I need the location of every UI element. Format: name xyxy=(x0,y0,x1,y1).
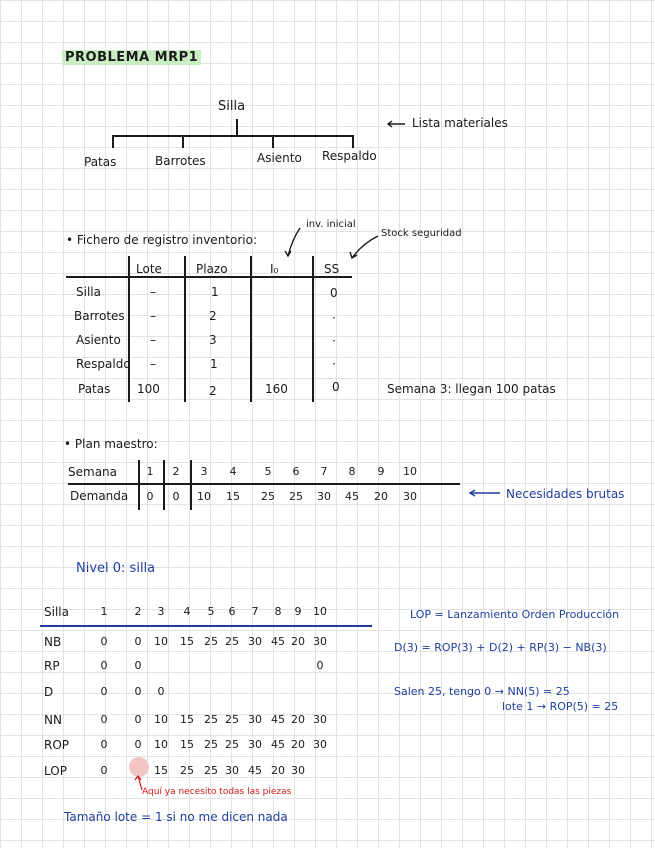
level0-week: 5 xyxy=(207,605,215,618)
table-cell: 100 xyxy=(137,382,160,396)
level0-cell: 30 xyxy=(313,738,327,751)
level0-cell: 20 xyxy=(291,713,305,726)
table-cell: 0 xyxy=(332,380,340,394)
lop-definition: LOP = Lanzamiento Orden Producción xyxy=(410,608,620,621)
level0-cell: 0 xyxy=(134,659,142,672)
level0-week: 9 xyxy=(294,605,302,618)
bom-child: Barrotes xyxy=(155,154,206,168)
bom-root: Silla xyxy=(218,99,246,114)
level0-cell: 30 xyxy=(291,764,305,777)
master-plan-heading: • Plan maestro: xyxy=(64,437,158,451)
table-cell: 2 xyxy=(209,384,217,398)
level0-row-label: LOP xyxy=(44,764,67,778)
level0-cell: 20 xyxy=(271,764,285,777)
plan-demand: 45 xyxy=(345,490,359,503)
level0-cell: 0 xyxy=(100,764,108,777)
plan-demand: 0 xyxy=(146,490,154,503)
table-cell: – xyxy=(150,285,156,299)
inventory-heading: • Fichero de registro inventorio: xyxy=(66,233,257,247)
level0-week: 8 xyxy=(274,605,282,618)
level0-week: 2 xyxy=(134,605,142,618)
level0-week: 1 xyxy=(100,605,108,618)
level0-cell: 20 xyxy=(291,738,305,751)
table-cell: 1 xyxy=(211,285,219,299)
level0-cell: 45 xyxy=(271,738,285,751)
bom-note: Lista materiales xyxy=(412,116,508,130)
plan-demand: 20 xyxy=(374,490,388,503)
annotation-safety-stock: Stock seguridad xyxy=(381,228,462,239)
level0-cell: 15 xyxy=(180,713,194,726)
level0-corner: Silla xyxy=(44,605,69,619)
inventory-note: Semana 3: llegan 100 patas xyxy=(387,382,556,396)
inv-header: I₀ xyxy=(270,262,279,276)
level0-cell: 25 xyxy=(204,738,218,751)
plan-demand: 30 xyxy=(403,490,417,503)
plan-demand: 10 xyxy=(197,490,211,503)
table-row-label: Asiento xyxy=(76,333,121,347)
plan-row-label: Semana xyxy=(68,465,118,479)
table-cell: 160 xyxy=(265,382,288,396)
level0-cell: 25 xyxy=(180,764,194,777)
plan-demand: 15 xyxy=(226,490,240,503)
level0-row-label: D xyxy=(44,685,54,699)
level0-cell: 0 xyxy=(100,738,108,751)
annotation-initial-inventory: inv. inicial xyxy=(306,219,356,230)
table-row-label: Patas xyxy=(78,382,111,396)
level0-cell: 0 xyxy=(134,635,142,648)
plan-week: 2 xyxy=(172,465,180,478)
level0-cell: 25 xyxy=(204,635,218,648)
plan-week: 5 xyxy=(264,465,272,478)
level0-cell: 45 xyxy=(248,764,262,777)
sale-note: Salen 25, tengo 0 → NN(5) = 25 xyxy=(394,685,570,698)
plan-row-label: Demanda xyxy=(70,489,129,503)
page-title: PROBLEMA MRP1 xyxy=(62,50,201,65)
level0-cell: 15 xyxy=(180,635,194,648)
inv-header: SS xyxy=(324,262,340,276)
plan-demand: 25 xyxy=(261,490,275,503)
level0-cell: 25 xyxy=(225,738,239,751)
level0-cell: 30 xyxy=(313,635,327,648)
arrow-stock xyxy=(352,236,378,258)
level0-week: 4 xyxy=(183,605,191,618)
level0-cell: 30 xyxy=(313,713,327,726)
red-annotation: Aquí ya necesito todas las piezas xyxy=(142,787,292,797)
level0-cell: 25 xyxy=(225,635,239,648)
inv-header: Lote xyxy=(136,262,162,276)
level0-week: 6 xyxy=(228,605,236,618)
level0-cell: 45 xyxy=(271,635,285,648)
bom-child: Respaldo xyxy=(322,149,377,163)
plan-demand: 30 xyxy=(317,490,331,503)
table-cell: – xyxy=(150,309,156,323)
bom-child: Patas xyxy=(84,155,117,169)
plan-demand: 0 xyxy=(172,490,180,503)
level0-cell: 0 xyxy=(134,685,142,698)
table-cell: – xyxy=(150,357,156,371)
level0-cell: 0 xyxy=(100,659,108,672)
table-cell: · xyxy=(332,357,336,371)
level0-week: 7 xyxy=(251,605,259,618)
level0-cell: 30 xyxy=(225,764,239,777)
level0-cell: 25 xyxy=(204,713,218,726)
table-cell: · xyxy=(332,334,336,348)
level0-cell: 10 xyxy=(154,738,168,751)
level0-cell: 0 xyxy=(100,685,108,698)
level0-cell: 25 xyxy=(204,764,218,777)
table-row-label: Silla xyxy=(76,285,101,299)
level0-row-label: ROP xyxy=(44,738,70,752)
table-cell: 3 xyxy=(209,333,217,347)
formula: D(3) = ROP(3) + D(2) + RP(3) − NB(3) xyxy=(394,641,607,654)
table-cell: – xyxy=(150,333,156,347)
level0-cell: 30 xyxy=(248,635,262,648)
plan-week: 7 xyxy=(320,465,328,478)
level0-cell: 0 xyxy=(134,713,142,726)
plan-week: 3 xyxy=(200,465,208,478)
plan-week: 8 xyxy=(348,465,356,478)
level0-week: 10 xyxy=(313,605,327,618)
level0-cell: 0 xyxy=(157,685,165,698)
level0-cell: 10 xyxy=(154,635,168,648)
table-cell: · xyxy=(332,311,336,325)
level0-week: 3 xyxy=(157,605,165,618)
level0-cell: 30 xyxy=(248,713,262,726)
level0-cell: 45 xyxy=(271,713,285,726)
table-row-label: Barrotes xyxy=(74,309,125,323)
level0-cell: 15 xyxy=(154,764,168,777)
level0-cell: 0 xyxy=(100,635,108,648)
level0-row-label: RP xyxy=(44,659,60,673)
lot-size-note: Tamaño lote = 1 si no me dicen nada xyxy=(64,810,288,824)
table-cell: 2 xyxy=(209,309,217,323)
plan-note: Necesidades brutas xyxy=(506,487,625,501)
level0-cell: 30 xyxy=(248,738,262,751)
bom-child: Asiento xyxy=(257,151,302,165)
level0-cell: 0 xyxy=(134,738,142,751)
plan-week: 9 xyxy=(377,465,385,478)
sale-note-2: lote 1 → ROP(5) = 25 xyxy=(502,700,619,713)
level0-heading: Nivel 0: silla xyxy=(76,561,156,576)
level0-cell: 20 xyxy=(291,635,305,648)
level0-cell: 15 xyxy=(180,738,194,751)
plan-week: 1 xyxy=(146,465,154,478)
table-cell: 1 xyxy=(210,357,218,371)
level0-cell: 0 xyxy=(100,713,108,726)
level0-row-label: NB xyxy=(44,635,62,649)
plan-week: 10 xyxy=(403,465,417,478)
inv-header: Plazo xyxy=(196,262,228,276)
table-row-label: Respaldo xyxy=(76,357,131,371)
level0-row-label: NN xyxy=(44,713,62,727)
plan-demand: 25 xyxy=(289,490,303,503)
level0-cell: 25 xyxy=(225,713,239,726)
plan-week: 6 xyxy=(292,465,300,478)
level0-cell: 0 xyxy=(316,659,324,672)
table-cell: 0 xyxy=(330,286,338,300)
level0-cell: 10 xyxy=(154,713,168,726)
plan-week: 4 xyxy=(229,465,237,478)
